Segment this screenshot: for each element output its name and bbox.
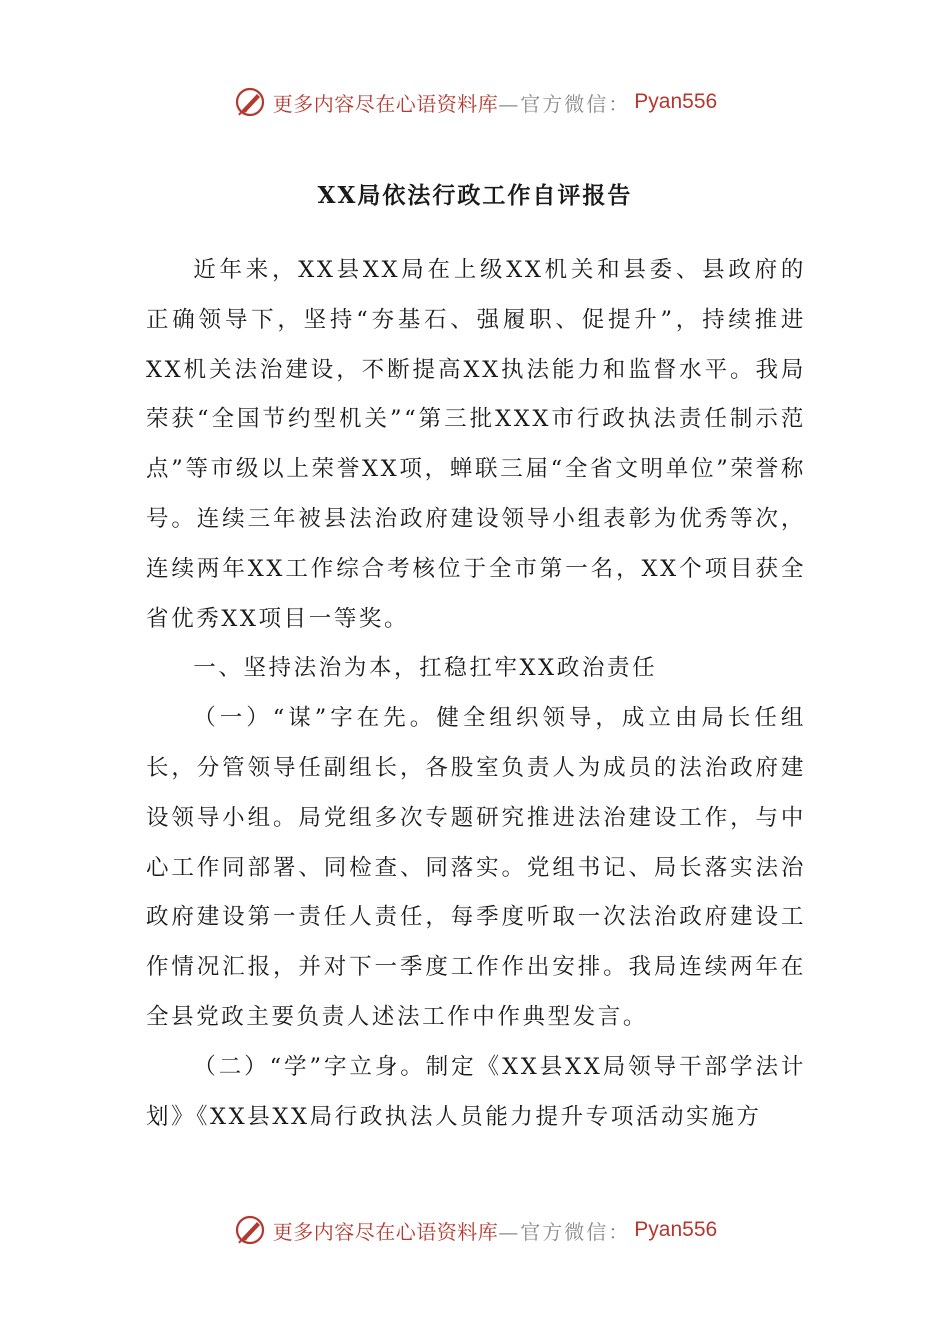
banner-text: 更多内容尽在心语资料库 [272,1219,499,1244]
wechat-id: Pyan556 [634,1218,718,1241]
paragraph: 近年来，XX县XX局在上级XX机关和县委、县政府的正确领导下，坚持“夯基石、强履职、促提升”，持续推进XX机关法治建设，不断提高XX执法能力和监督水平。我局荣获“全国节约型机关”“第三批XXX市行政执法责任制示范点”等市级以上荣誉XX项，蝉联三届“全省文明单位”荣誉称号。连续三年被县法治政府建设领导小组表彰为优秀等次，连续两年XX工作综合考核位于全市第一名，XX个项目获全省优秀XX项目一等奖。 [146,257,806,632]
section-heading: 一、坚持法治为本，扛稳扛牢XX政治责任 [193,655,658,682]
document-title: XX局依法行政工作自评报告 [317,182,633,209]
pen-circle-logo-icon [233,85,267,119]
footer-banner [0,1205,950,1255]
paragraph: （一）“谋”字在先。健全组织领导，成立由局长任组长，分管领导任副组长，各股室负责人为成员的法治政府建设领导小组。局党组多次专题研究推进法治建设工作，与中心工作同部署、同检查、同落实。党组书记、局长落实法治政府建设第一责任人责任，每季度听取一次法治政府建设工作情况汇报，并对下一季度工作作出安排。我局连续两年在全县党政主要负责人述法工作中作典型发言。 [146,705,806,1030]
banner-text: 更多内容尽在心语资料库 [272,91,499,116]
wechat-id: Pyan556 [634,90,718,113]
wechat-label: —官方微信： [498,1219,631,1244]
pen-circle-logo-icon [233,1213,267,1247]
document-body [146,246,806,1142]
header-banner [0,77,950,127]
paragraph: （二）“学”字立身。制定《XX县XX局领导干部学法计划》《XX县XX局行政执法人员能力提升专项活动实施方 [146,1053,806,1130]
wechat-label: —官方微信： [498,91,631,116]
